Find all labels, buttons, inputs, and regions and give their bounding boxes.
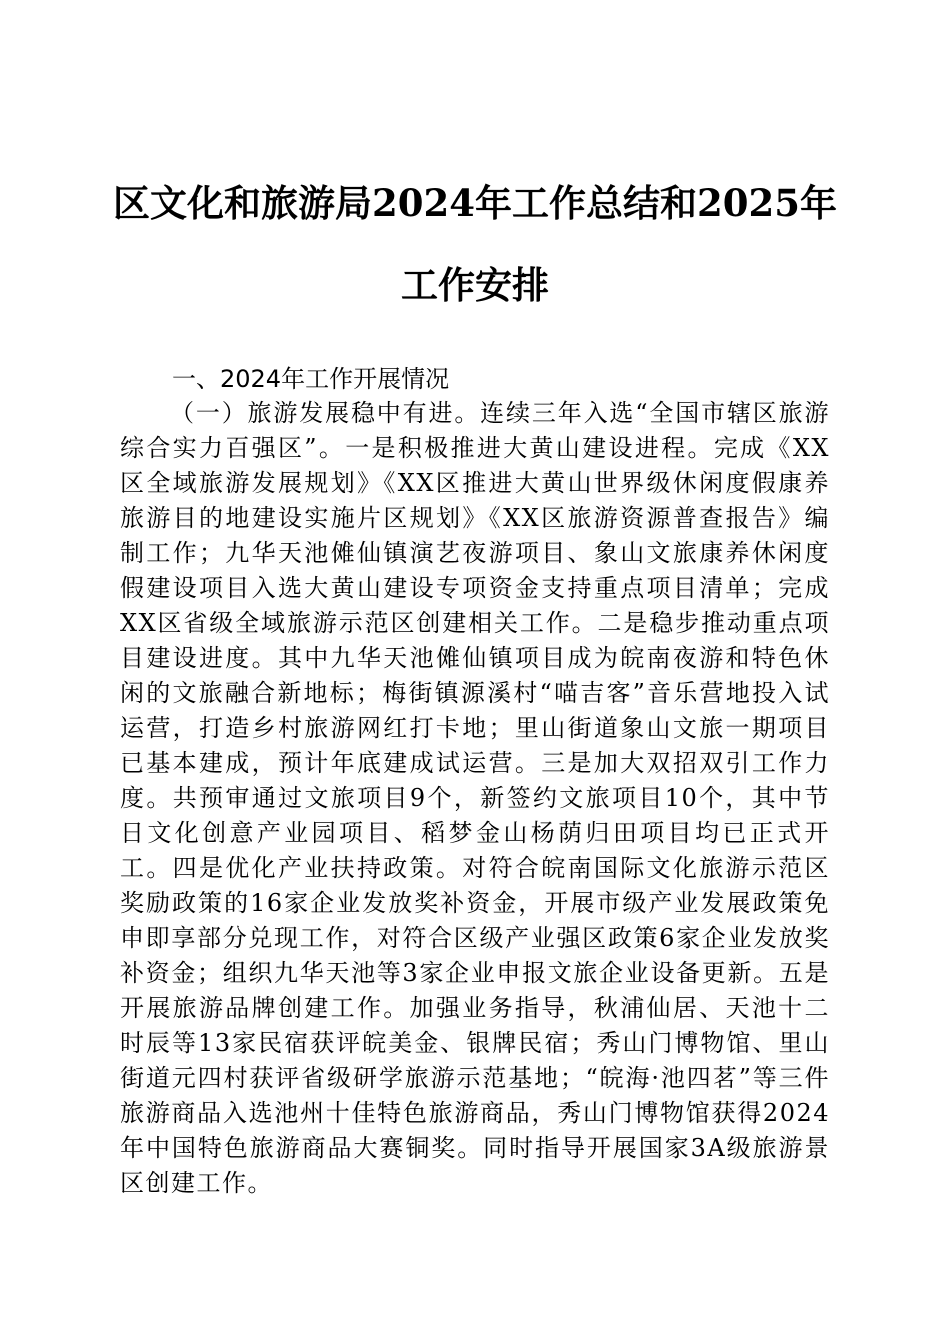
- section-heading: 一、2024年工作开展情况: [172, 365, 450, 393]
- document-title: 区文化和旅游局2024年工作总结和2025年工作安排: [113, 181, 837, 307]
- body-paragraph: （一）旅游发展稳中有进。连续三年入选“全国市辖区旅游综合实力百强区”。一是积极推进大黄山建设进程。完成《XX区全域旅游发展规划》《XX区推进大黄山世界级休闲度假康养旅游目的地建设实施片区规划》《XX区旅游资源普查报告》编制工作；九华天池傩仙镇演艺夜游项目、象山文旅康养休闲度假建设项目入选大黄山建设专项资金支持重点项目清单；完成XX区省级全域旅游示范区创建相关工作。二是稳步推动重点项目建设进度。其中九华天池傩仙镇项目成为皖南夜游和特色休闲的文旅融合新地标；梅街镇源溪村“喵吉客”音乐营地投入试运营，打造乡村旅游网红打卡地；里山街道象山文旅一期项目已基本建成，预计年底建成试运营。三是加大双招双引工作力度。共预审通过文旅项目9个，新签约文旅项目10个，其中节日文化创意产业园项目、稻梦金山杨荫归田项目均已正式开工。四是优化产业扶持政策。对符合皖南国际文化旅游示范区奖励政策的16家企业发放奖补资金，开展市级产业发展政策免申即享部分兑现工作，对符合区级产业强区政策6家企业发放奖补资金；组织九华天池等3家企业申报文旅企业设备更新。五是开展旅游品牌创建工作。加强业务指导，秋浦仙居、天池十二时辰等13家民宿获评皖美金、银牌民宿；秀山门博物馆、里山街道元四村获评省级研学旅游示范基地；“皖海·池四茗”等三件旅游商品入选池州十佳特色旅游商品，秀山门博物馆获得2024年中国特色旅游商品大赛铜奖。同时指导开展国家3A级旅游景区创建工作。: [120, 399, 830, 1197]
